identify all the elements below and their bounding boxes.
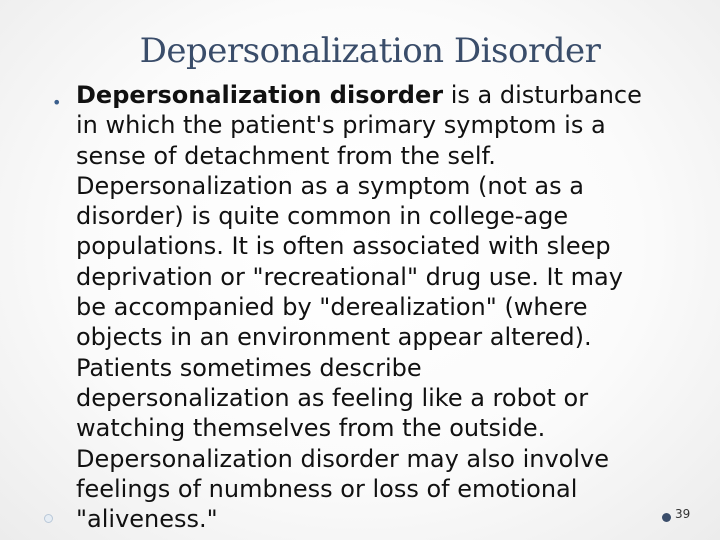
bullet-line: Depersonalization as a symptom (not as a xyxy=(76,171,584,200)
bullet-line: feelings of numbness or loss of emotional xyxy=(76,474,578,503)
bullet-icon: • xyxy=(52,93,62,112)
bold-term: Depersonalization disorder xyxy=(76,81,444,109)
bullet-line: disorder) is quite common in college-age xyxy=(76,202,569,231)
bullet-line: objects in an environment appear altered). xyxy=(76,323,592,352)
bullet-line: watching themselves from the outside. xyxy=(76,414,546,443)
bullet-line: "aliveness." xyxy=(76,505,218,534)
bullet-line: in which the patient's primary symptom is a xyxy=(76,111,606,140)
bullet-line: Patients sometimes describe xyxy=(76,353,422,382)
bullet-line: be accompanied by "derealization" (where xyxy=(76,293,588,322)
bullet-line: sense of detachment from the self. xyxy=(76,141,496,170)
page-number-dot-icon xyxy=(662,513,671,522)
bullet-line: populations. It is often associated with sleep xyxy=(76,232,611,261)
bullet-line: Depersonalization disorder may also involve xyxy=(76,444,610,473)
bullet-line: depersonalization as feeling like a robot or xyxy=(76,383,589,412)
bullet-body xyxy=(76,80,716,534)
bullet-line: deprivation or "recreational" drug use. It may xyxy=(76,262,623,291)
line-text: is a disturbance xyxy=(443,81,642,109)
page-number: 39 xyxy=(675,507,691,521)
decorative-dot-icon xyxy=(44,514,53,523)
bullet-line xyxy=(76,80,716,110)
slide-title: Depersonalization Disorder xyxy=(139,31,601,71)
